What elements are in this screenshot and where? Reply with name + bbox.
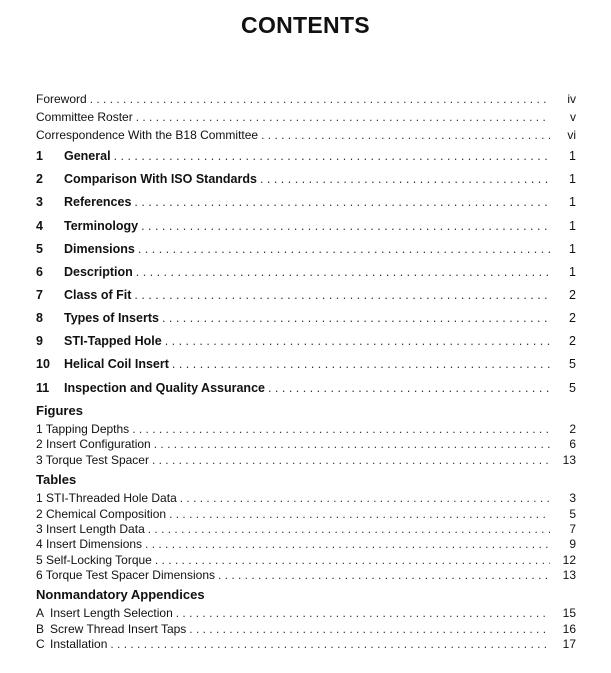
table-label: 2 Chemical Composition: [36, 507, 167, 521]
section-page: 1: [569, 172, 576, 186]
figure-page: 6: [569, 437, 576, 451]
section-label: Helical Coil Insert: [64, 357, 169, 371]
appendix-label: Installation: [50, 637, 108, 651]
appendix-label: Screw Thread Insert Taps: [50, 622, 187, 636]
section-page: 5: [569, 357, 576, 371]
figure-label: 3 Torque Test Spacer: [36, 453, 149, 467]
section-page: 1: [569, 242, 576, 256]
toc-entry-committee-roster[interactable]: [36, 108, 576, 126]
figure-label: 2 Insert Configuration: [36, 437, 151, 451]
section-number: 5: [36, 242, 43, 256]
toc-appendix-c[interactable]: [36, 635, 576, 653]
toc-section-11[interactable]: [36, 379, 576, 397]
figure-label: 1 Tapping Depths: [36, 422, 130, 436]
section-label: STI-Tapped Hole: [64, 334, 162, 348]
appendix-page: 16: [562, 622, 576, 636]
table-page: 9: [569, 537, 576, 551]
dot-leader: [136, 263, 550, 281]
table-label: 1 STI-Threaded Hole Data: [36, 491, 177, 505]
dot-leader: [134, 193, 550, 211]
toc-section-1[interactable]: [36, 147, 576, 165]
section-page: 2: [569, 311, 576, 325]
section-number: 6: [36, 265, 43, 279]
table-label: 3 Insert Length Data: [36, 522, 145, 536]
section-page: 1: [569, 265, 576, 279]
dot-leader: [152, 451, 550, 469]
toc-entry-page: iv: [567, 92, 576, 106]
appendix-letter: C: [36, 637, 45, 651]
section-page: 5: [569, 381, 576, 395]
table-label: 5 Self-Locking Torque: [36, 553, 152, 567]
toc-section-7[interactable]: [36, 286, 576, 304]
section-page: 2: [569, 334, 576, 348]
section-number: 3: [36, 195, 43, 209]
table-page: 5: [569, 507, 576, 521]
section-number: 7: [36, 288, 43, 302]
section-label: References: [64, 195, 132, 209]
table-page: 7: [569, 522, 576, 536]
toc-section-6[interactable]: [36, 263, 576, 281]
table-page: 12: [562, 553, 576, 567]
section-number: 10: [36, 357, 50, 371]
toc-entry-foreword[interactable]: [36, 90, 576, 108]
dot-leader: [268, 379, 550, 397]
appendix-page: 15: [562, 606, 576, 620]
section-number: 11: [36, 381, 50, 395]
dot-leader: [141, 217, 550, 235]
section-number: 9: [36, 334, 43, 348]
toc-section-9[interactable]: [36, 332, 576, 350]
section-page: 2: [569, 288, 576, 302]
appendix-letter: A: [36, 606, 45, 620]
section-number: 1: [36, 149, 43, 163]
section-label: Types of Inserts: [64, 311, 159, 325]
section-label: Class of Fit: [64, 288, 132, 302]
section-number: 8: [36, 311, 43, 325]
dot-leader: [114, 147, 550, 165]
section-label: Terminology: [64, 219, 139, 233]
toc-section-8[interactable]: [36, 309, 576, 327]
toc-entry-correspondence[interactable]: [36, 126, 576, 144]
section-number: 4: [36, 219, 43, 233]
toc-section-2[interactable]: [36, 170, 576, 188]
toc-entry-page: v: [570, 110, 576, 124]
toc-section-4[interactable]: [36, 217, 576, 235]
toc-entry-label: Foreword: [36, 92, 87, 106]
table-page: 3: [569, 491, 576, 505]
dot-leader: [134, 286, 550, 304]
toc-section-3[interactable]: [36, 193, 576, 211]
figure-page: 13: [562, 453, 576, 467]
appendices-heading: Nonmandatory Appendices: [36, 587, 205, 602]
section-label: Description: [64, 265, 133, 279]
toc-entry-label: Correspondence With the B18 Committee: [36, 128, 259, 142]
toc-section-10[interactable]: [36, 355, 576, 373]
tables-heading: Tables: [36, 472, 77, 487]
dot-leader: [110, 635, 550, 653]
dot-leader: [261, 126, 550, 144]
section-label: Inspection and Quality Assurance: [64, 381, 265, 395]
toc-table-6[interactable]: [36, 566, 576, 584]
figure-page: 2: [569, 422, 576, 436]
appendix-page: 17: [562, 637, 576, 651]
dot-leader: [172, 355, 550, 373]
figures-heading: Figures: [36, 403, 83, 418]
appendix-letter: B: [36, 622, 45, 636]
dot-leader: [218, 566, 550, 584]
dot-leader: [162, 309, 550, 327]
section-label: Comparison With ISO Standards: [64, 172, 257, 186]
toc-entry-label: Committee Roster: [36, 110, 133, 124]
toc-section-5[interactable]: [36, 240, 576, 258]
section-page: 1: [569, 219, 576, 233]
table-label: 6 Torque Test Spacer Dimensions: [36, 568, 215, 582]
toc-figure-3[interactable]: [36, 451, 576, 469]
section-label: Dimensions: [64, 242, 135, 256]
dot-leader: [90, 90, 550, 108]
toc-entry-page: vi: [567, 128, 576, 142]
dot-leader: [260, 170, 550, 188]
appendix-label: Insert Length Selection: [50, 606, 173, 620]
section-number: 2: [36, 172, 43, 186]
table-label: 4 Insert Dimensions: [36, 537, 143, 551]
section-label: General: [64, 149, 111, 163]
dot-leader: [165, 332, 550, 350]
page-title: CONTENTS: [241, 12, 370, 38]
dot-leader: [136, 108, 550, 126]
section-page: 1: [569, 149, 576, 163]
table-page: 13: [562, 568, 576, 582]
dot-leader: [138, 240, 550, 258]
section-page: 1: [569, 195, 576, 209]
